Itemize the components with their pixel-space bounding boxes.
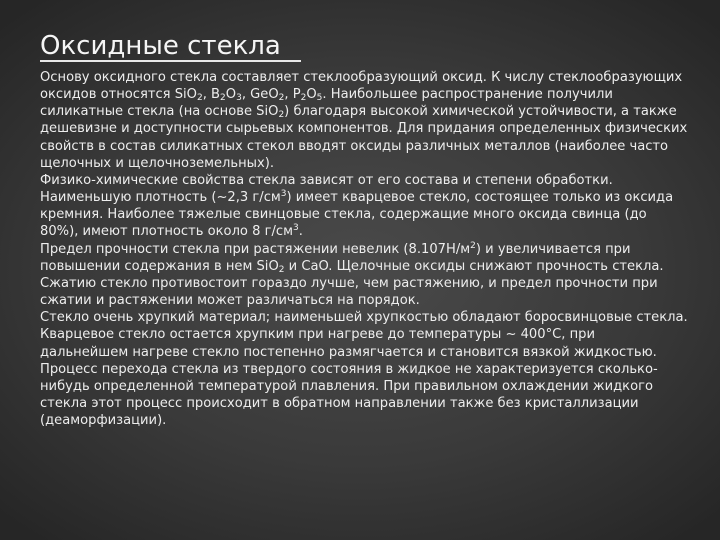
text-line: нибудь определенной температурой плавления. При правильном охлаждении жидкого [40, 378, 653, 394]
text-line: стекла этот процесс происходит в обратном направлении также без кристаллизации [40, 395, 639, 411]
text-line: силикатные стекла (на основе SiO$_2$) благодаря высокой химической устойчивости, а также [40, 104, 677, 121]
text-line: сжатии и растяжении может различаться на порядок. [40, 293, 420, 309]
text-line: повышении содержания в нем SiO$_2$ и CaO. Щелочные оксиды снижают прочность стекла. [40, 258, 664, 275]
text-line: (деаморфизации). [40, 413, 167, 429]
text-line: Кварцевое стекло остается хрупким при нагреве до температуры ~ 400°С, при [40, 327, 595, 343]
text-line: щелочных и щелочноземельных). [40, 155, 275, 171]
text-line: Предел прочности стекла при растяжении невелик $(8.107Н/м^2)$ и увеличивается при [40, 240, 631, 257]
text-line: дальнейшем нагреве стекло постепенно размягчается и становится вязкой жидкостью. [40, 344, 657, 360]
text-line: Наименьшую плотность (~2,3 $г/см^3$) имеет кварцевое стекло, состоящее только из оксида [40, 189, 674, 206]
text-line: Физико-химические свойства стекла зависят от его состава и степени обработки. [40, 172, 613, 188]
slide-title: Оксидные стекла [40, 31, 281, 61]
slide-body [40, 69, 690, 429]
text-line: Стекло очень хрупкий материал; наименьшей хрупкостью обладают боросвинцовые стекла. [40, 310, 688, 326]
text-line: Процесс перехода стекла из твердого состояния в жидкое не характеризуется сколько- [40, 361, 658, 377]
text-line: кремния. Наиболее тяжелые свинцовые стекла, содержащие много оксида свинца (до [40, 207, 647, 223]
paragraph [40, 241, 690, 310]
text-line: оксидов относятся SiO$_2$, $B_2O_3$, GeO$_2$, $P_2O_5$. Наибольшее распространение получили [40, 87, 613, 104]
text-line: дешевизне и доступности сырьевых компонентов. Для придания определенных физических [40, 121, 688, 137]
text-line: Основу оксидного стекла составляет стеклообразующий оксид. К числу стеклообразующих [40, 70, 683, 85]
text-line: 80%), имеют плотность около 8 $г/см^3$. [40, 223, 303, 240]
title-underline [40, 60, 301, 62]
text-line: Сжатию стекло противостоит гораздо лучше, чем растяжению, и предел прочности при [40, 275, 658, 291]
text-line: свойств в состав силикатных стекол вводят оксиды различных металлов (наиболее часто [40, 138, 669, 154]
paragraph [40, 69, 690, 172]
paragraph [40, 309, 690, 429]
paragraph [40, 172, 690, 241]
